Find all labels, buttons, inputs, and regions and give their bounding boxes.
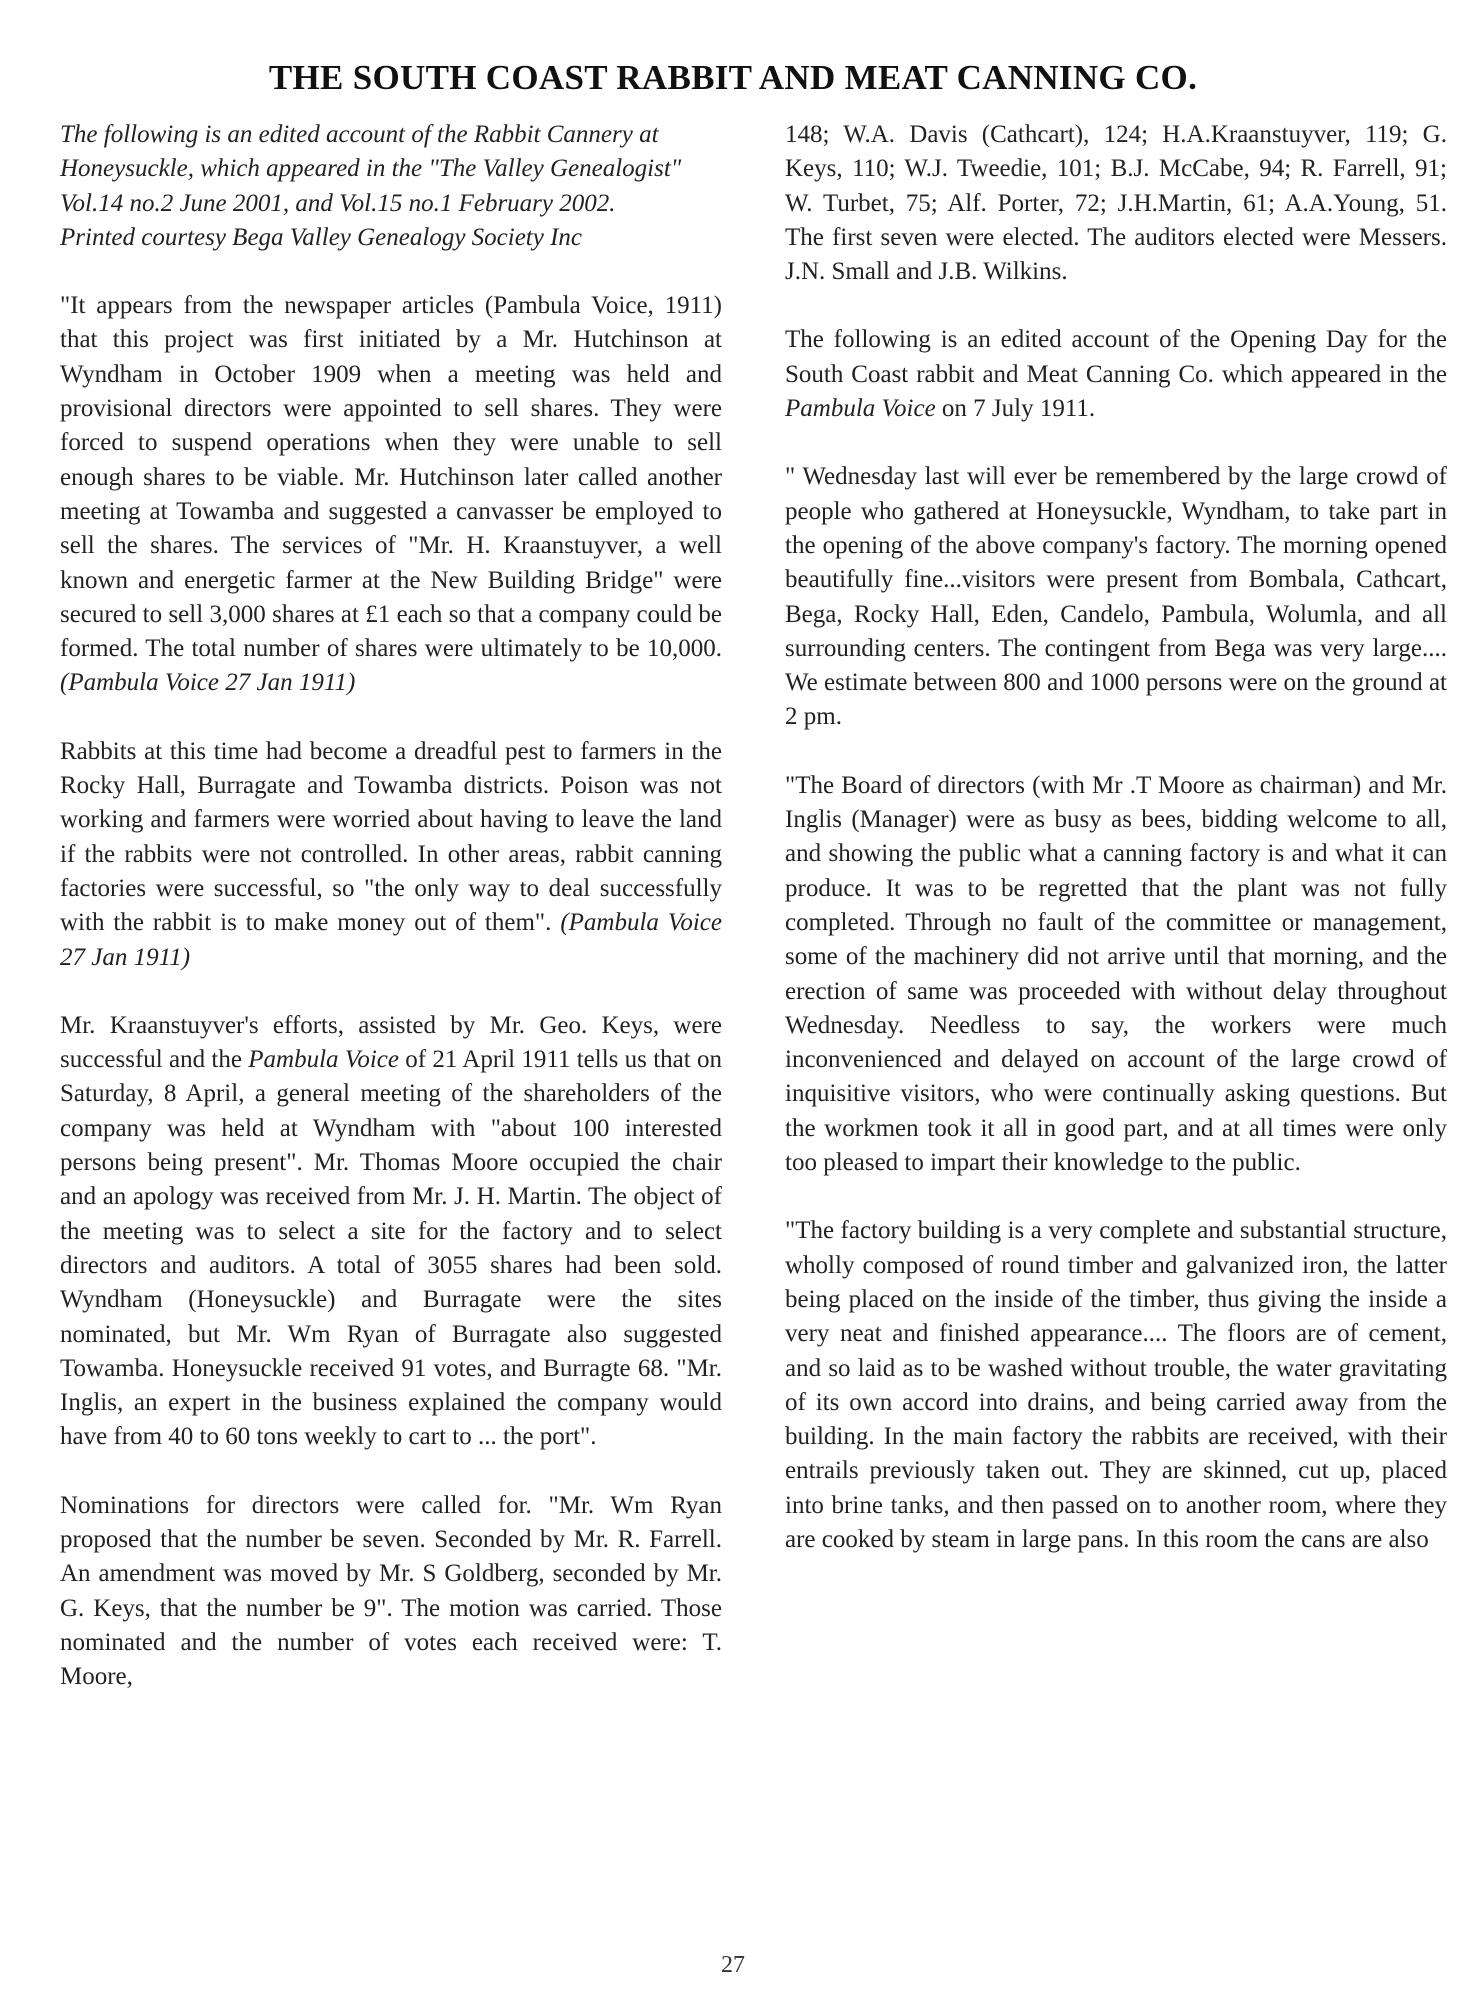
right-column bbox=[785, 118, 1447, 1591]
intro-note bbox=[60, 118, 722, 255]
newspaper-name: Pambula Voice bbox=[248, 1046, 399, 1074]
left-column bbox=[60, 118, 722, 1728]
paragraph: Nominations for directors were called for. "Mr. Wm Ryan proposed that the number be seven. Seconded by Mr. R. Farrell. An amendment was moved by Mr. S Goldberg, seconded by Mr. G. Keys, that the number be 9". The motion was carried. Those nominated and the number of votes each received were: T. Moore, bbox=[60, 1491, 722, 1691]
paragraph: Mr. Kraanstuyver's efforts, assisted by Mr. Geo. Keys, were successful and the Pambula Voice of 21 April 1911 tells us that on Saturday, 8 April, a general meeting of the shareholders of the company was held at Wyndham with "about 100 interested persons being present". Mr. Thomas Moore occupied the chair and an apology was received from Mr. J. H. Martin. The object of the meeting was to select a site for the factory and to select directors and auditors. A total of 3055 shares had been sold. Wyndham (Honeysuckle) and Burragate were the sites nominated, but Mr. Wm Ryan of Burragate also suggested Towamba. Honeysuckle received 91 votes, and Burragte 68. "Mr. Inglis, an expert in the business explained the company would have from 40 to 60 tons weekly to cart to ... the port". bbox=[60, 1011, 722, 1451]
paragraph: " Wednesday last will ever be remembered by the large crowd of people who gathered at Honeysuckle, Wyndham, to take part in the opening of the above company's factory. The morning opened beautifully fine...visitors were present from Bombala, Cathcart, Bega, Rocky Hall, Eden, Candelo, Pambula, Wolumla, and all surrounding centers. The contingent from Bega was very large.... We estimate between 800 and 1000 persons were on the ground at 2 pm. bbox=[785, 463, 1447, 731]
paragraph: 148; W.A. Davis (Cathcart), 124; H.A.Kraanstuyver, 119; G. Keys, 110; W.J. Tweedie, 101; B.J. McCabe, 94; R. Farrell, 91; W. Turbet, 75; Alf. Porter, 72; J.H.Martin, 61; A.A.Young, 51. The first seven were elected. The auditors elected were Messers. J.N. Small and J.B. Wilkins. bbox=[785, 121, 1447, 286]
paragraph: "It appears from the newspaper articles (Pambula Voice, 1911) that this project was first initiated by a Mr. Hutchinson at Wyndham in October 1909 when a meeting was held and provisional directors were appointed to sell shares. They were forced to suspend operations when they were unable to sell enough shares to be viable. Mr. Hutchinson later called another meeting at Towamba and suggested a canvasser be employed to sell the shares. The services of "Mr. H. Kraanstuyver, a well known and energetic farmer at the New Building Bridge" were secured to sell 3,000 shares at £1 each so that a company could be formed. The total number of shares were ultimately to be 10,000. (Pambula Voice 27 Jan 1911) bbox=[60, 292, 722, 697]
intro-source: The following is an edited account of the Rabbit Cannery at Honeysuckle, which appeared in the "The Valley Genealogist" Vol.14 no.2 June 2001, and Vol.15 no.1 February 2002. bbox=[60, 121, 682, 217]
citation: (Pambula Voice 27 Jan 1911) bbox=[60, 909, 722, 971]
paragraph: Rabbits at this time had become a dreadful pest to farmers in the Rocky Hall, Burragate and Towamba districts. Poison was not working and farmers were worried about having to leave the land if the rabbits were not controlled. In other areas, rabbit canning factories were successful, so "the only way to deal successfully with the rabbit is to make money out of them". (Pambula Voice 27 Jan 1911) bbox=[60, 737, 722, 971]
paragraph: "The Board of directors (with Mr .T Moore as chairman) and Mr. Inglis (Manager) were as busy as bees, bidding welcome to all, and showing the public what a canning factory is and what it can produce. It was to be regretted that the plant was not fully completed. Through no fault of the committee or management, some of the machinery did not arrive until that morning, and the erection of same was proceeded with without delay throughout Wednesday. Needless to say, the workers were much inconvenienced and delayed on account of the large crowd of inquisitive visitors, who were continually asking questions. But the workmen took it all in good part, and at all times were only too pleased to impart their knowledge to the public. bbox=[785, 771, 1447, 1177]
citation: (Pambula Voice 27 Jan 1911) bbox=[60, 669, 356, 697]
paragraph: "The factory building is a very complete and substantial structure, wholly composed of round timber and galvanized iron, the latter being placed on the inside of the timber, thus giving the inside a very neat and finished appearance.... The floors are of cement, and so laid as to be washed without trouble, the water gravitating of its own accord into drains, and being carried away from the building. In the main factory the rabbits are received, with their entrails previously taken out. They are skinned, cut up, placed into brine tanks, and then passed on to another room, where they are cooked by steam in large pans. In this room the cans are also bbox=[785, 1217, 1447, 1553]
newspaper-name: Pambula Voice bbox=[785, 395, 936, 423]
intro-courtesy: Printed courtesy Bega Valley Genealogy Society Inc bbox=[60, 223, 583, 251]
page-number: 27 bbox=[721, 1952, 745, 1978]
page-title: THE SOUTH COAST RABBIT AND MEAT CANNING CO. bbox=[268, 58, 1198, 97]
paragraph: The following is an edited account of the Opening Day for the South Coast rabbit and Meat Canning Co. which appeared in the Pambula Voice on 7 July 1911. bbox=[785, 326, 1447, 423]
